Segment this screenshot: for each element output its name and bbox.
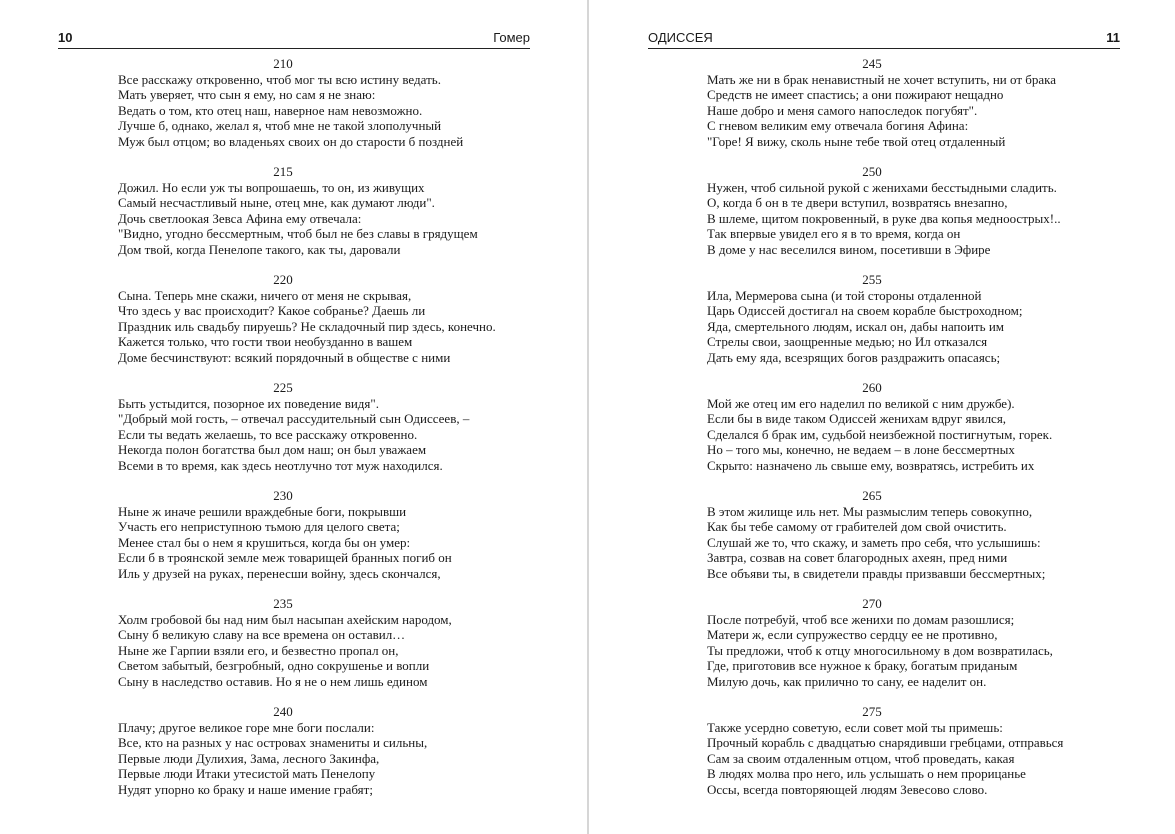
verse-line: Если б в троянской земле меж товарищей бранных погиб он (118, 550, 452, 565)
line-number: 210 (273, 56, 293, 71)
verse-line: Плачу; другое великое горе мне боги послали: (118, 719, 375, 735)
verse-line: Сделался б брак им, судьбой неизбежной постигнутым, горек. (707, 426, 1053, 442)
verse-line: Если ты ведать желаешь, то все расскажу откровенно. (118, 426, 418, 442)
line-number: 220 (273, 272, 293, 287)
verse-line: Завтра, созвав на совет благородных ахеян, пред ними (707, 550, 1008, 565)
verse-line: Мать же ни в брак ненавистный не хочет вступить, ни от брака (707, 71, 1057, 87)
verse-line: Дать ему яда, всезрящих богов раздражить опасаясь; (707, 349, 1001, 365)
verse-line: Что здесь у вас происходит? Какое собранье? Даешь ли (118, 303, 426, 318)
verse-line: Светом забытый, безгробный, одно сокрушенье и вопли (118, 658, 430, 673)
left-page-header (58, 28, 530, 49)
verse-line: Ты предложи, чтоб к отцу многосильному в дом возвратилась, (707, 642, 1053, 658)
verse-line: Нужен, чтоб сильной рукой с женихами бесстыдными сладить. (707, 179, 1057, 195)
verse-line: Так впервые увидел его я в то время, когда он (707, 226, 961, 241)
stanza (118, 596, 518, 704)
verse-line: С гневом великим ему отвечала богиня Афина: (707, 118, 969, 133)
right-page-header (648, 28, 1120, 49)
verse-line: Менее стал бы о нем я крушиться, когда бы он умер: (118, 534, 411, 550)
verse-line: Мой же отец им его наделил по великой с ним дружбе). (707, 395, 1015, 411)
verse-line: Самый несчастливый ныне, отец мне, как думают люди". (118, 195, 435, 210)
verse-line: Мать уверяет, что сын я ему, но сам я не знаю: (118, 87, 376, 102)
verse-line: Первые люди Дулихия, Зама, лесного Закинфа, (118, 750, 380, 766)
verse-line: Сыну в наследство оставив. Но я не о нем лишь едином (118, 673, 428, 689)
line-number: 230 (273, 488, 293, 503)
verse-line: В этом жилище иль нет. Мы размыслим теперь совокупно, (707, 503, 1033, 519)
verse-line: О, когда б он в те двери вступил, возвратясь внезапно, (707, 195, 1008, 210)
verse-line: Наше добро и меня самого напоследок погубят". (707, 102, 978, 118)
verse-line: Дом твой, когда Пенелопе такого, как ты, даровали (118, 241, 401, 257)
line-number: 250 (862, 164, 882, 179)
line-number: 235 (273, 596, 293, 611)
stanza (118, 272, 518, 380)
page-number: 10 (58, 30, 73, 45)
verse-line: Кажется только, что гости твои необузданно в вашем (118, 334, 413, 349)
verse-line: Дочь светлоокая Зевса Афина ему отвечала: (118, 210, 362, 226)
verse-line: Ведать о том, кто отец наш, наверное нам невозможно. (118, 102, 423, 118)
verse-line: Муж был отцом; во владеньях своих он до старости б поздней (118, 133, 464, 149)
verse-line: Быть устыдится, позорное их поведение видя". (118, 395, 379, 411)
verse-line: Холм гробовой бы над ним был насыпан ахейским народом, (118, 611, 452, 627)
verse-line: Всеми в то время, как здесь неотлучно тот муж находился. (118, 457, 443, 473)
verse-line: Дожил. Но если уж ты вопрошаешь, то он, из живущих (118, 179, 425, 195)
line-number: 245 (862, 56, 882, 71)
verse-line: Нудят упорно ко браку и наше имение грабят; (118, 781, 373, 797)
line-number: 265 (862, 488, 882, 503)
verse-line: Иль у друзей на руках, перенесши войну, здесь скончался, (118, 565, 441, 581)
running-head: Гомер (493, 30, 530, 45)
stanza (118, 488, 518, 596)
verse-line: Где, приготовив все нужное к браку, богатым приданым (707, 658, 1018, 673)
line-number: 240 (273, 704, 293, 719)
verse-line: Все, кто на разных у нас островах знамениты и сильны, (118, 735, 428, 750)
verse-line: "Добрый мой гость, – отвечал рассудительный сын Одиссеев, – (118, 411, 470, 426)
verse-line: Но – того мы, конечно, не ведаем – в лоне бессмертных (707, 442, 1015, 457)
stanza (707, 56, 1107, 164)
verse-line: Ныне ж иначе решили враждебные боги, покрывши (118, 503, 407, 519)
verse-line: Также усердно советую, если совет мой ты примешь: (707, 719, 1003, 735)
verse-line: Все объяви ты, в свидетели правды призвавши бессмертных; (707, 565, 1046, 581)
stanza (707, 488, 1107, 596)
stanza (707, 164, 1107, 272)
verse-line: Доме бесчинствуют: всякий порядочный в обществе с ними (118, 349, 451, 365)
verse-line: Яда, смертельного людям, искал он, дабы напоить им (707, 318, 1005, 334)
verse-line: Праздник иль свадьбу пируешь? Не складочный пир здесь, конечно. (118, 318, 496, 334)
verse-line: Лучше б, однако, желал я, чтоб мне не такой злополучный (118, 118, 442, 133)
stanza (118, 56, 518, 164)
verse-line: Милую дочь, как прилично то сану, ее наделит он. (707, 673, 987, 689)
line-number: 225 (273, 380, 293, 395)
verse-line: "Горе! Я вижу, сколь ныне тебе твой отец отдаленный (707, 133, 1006, 149)
right-page-text (707, 56, 1107, 812)
verse-line: Как бы тебе самому от грабителей дом свой очистить. (707, 519, 1007, 534)
page-number: 11 (1106, 30, 1120, 45)
stanza (118, 704, 518, 812)
line-number: 215 (273, 164, 293, 179)
verse-line: Сыну б великую славу на все времена он оставил… (118, 627, 406, 642)
stanza (707, 272, 1107, 380)
verse-line: Слушай же то, что скажу, и заметь про себя, что услышишь: (707, 534, 1041, 550)
stanza (707, 596, 1107, 704)
verse-line: В доме у нас веселился вином, посетивши в Эфире (707, 241, 991, 257)
verse-line: Средств не имеет спастись; а они пожирают нещадно (707, 87, 1004, 102)
stanza (707, 704, 1107, 812)
verse-line: "Видно, угодно бессмертным, чтоб был не без славы в грядущем (118, 226, 478, 241)
verse-line: Ила, Мермерова сына (и той стороны отдаленной (707, 287, 982, 303)
verse-line: Стрелы свои, заощренные медью; но Ил отказался (707, 334, 988, 349)
verse-line: Царь Одиссей достигал на своем корабле быстроходном; (707, 303, 1023, 318)
verse-line: Первые люди Итаки утесистой мать Пенелопу (118, 766, 376, 781)
line-number: 275 (862, 704, 882, 719)
verse-line: В людях молва про него, иль услышать о нем прорицанье (707, 766, 1026, 781)
verse-line: Некогда полон богатства был дом наш; он был уважаем (118, 442, 427, 457)
verse-line: Сына. Теперь мне скажи, ничего от меня не скрывая, (118, 287, 412, 303)
stanza (118, 164, 518, 272)
right-page (589, 0, 1175, 834)
verse-line: Участь его неприступною тьмою для целого света; (118, 519, 400, 534)
verse-line: Сам за своим отдаленным отцом, чтоб проведать, какая (707, 750, 1015, 766)
verse-line: В шлеме, щитом покровенный, в руке два копья медноострых!.. (707, 210, 1061, 226)
verse-line: Матери ж, если супружество сердцу ее не противно, (707, 627, 998, 642)
line-number: 260 (862, 380, 882, 395)
line-number: 270 (862, 596, 882, 611)
verse-line: После потребуй, чтоб все женихи по домам разошлися; (707, 611, 1015, 627)
stanza (707, 380, 1107, 488)
line-number: 255 (862, 272, 882, 287)
verse-line: Ныне же Гарпии взяли его, и безвестно пропал он, (118, 642, 399, 658)
stanza (118, 380, 518, 488)
verse-line: Прочный корабль с двадцатью снарядивши гребцами, отправься (707, 735, 1064, 750)
verse-line: Все расскажу откровенно, чтоб мог ты всю истину ведать. (118, 71, 441, 87)
running-head: ОДИССЕЯ (648, 30, 713, 45)
verse-line: Оссы, всегда повторяющей людям Зевесово слово. (707, 781, 988, 797)
verse-line: Если бы в виде таком Одиссей женихам вдруг явился, (707, 411, 1007, 426)
verse-line: Скрыто: назначено ль свыше ему, возвратясь, истребить их (707, 457, 1035, 473)
left-page-text (118, 56, 518, 812)
